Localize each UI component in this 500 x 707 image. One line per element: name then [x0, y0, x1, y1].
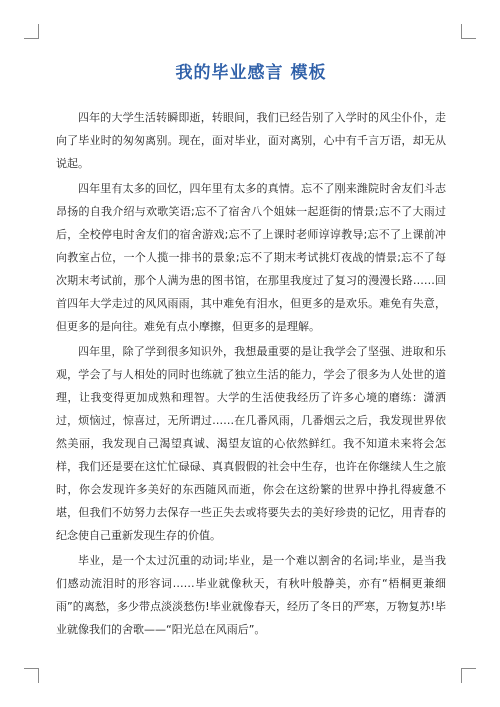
paragraph-3: 四年里，除了学到很多知识外，我想最重要的是让我学会了坚强、进取和乐观，学会了与人相处的同时也练就了独立生活的能力，学会了很多为人处世的道理，让我变得更加成熟和理智。大学的生活使我经历了许多心境的磨练：潇洒过，烦恼过，惊喜过，无所谓过……在几番风雨，几番烟云之后，我发现世界依然美丽，我发现自己渴望真诚、渴望友谊的心依然鲜红。我不知道未来将会怎样，我们还是要在这忙忙碌碌、真真假假的社会中生存，也许在你继续人生之旅时，你会发现许多美好的东西随风而逝，你会在这纷繁的世界中挣扎得疲惫不堪，但我们不妨努力去保存一些正失去或将要失去的美好珍贵的记忆，用青春的纪念使自己重新发现生存的价值。 — [56, 345, 446, 542]
document-title: 我的毕业感言 模板 — [175, 63, 327, 83]
document-page — [56, 62, 446, 643]
paragraph-1: 四年的大学生活转瞬即逝，转眼间，我们已经告别了入学时的风尘仆仆，走向了毕业时的匆匆离别。现在，面对毕业，面对离别，心中有千言万语，却无从说起。 — [56, 111, 446, 170]
page-corner-mark-top-left — [24, 24, 39, 39]
paragraph-2: 四年里有太多的回忆，四年里有太多的真情。忘不了刚来潍院时舍友们斗志昂扬的自我介绍与欢歌笑语;忘不了宿舍八个姐妹一起逛街的情景;忘不了大雨过后，全校停电时舍友们的宿舍游戏;忘不了上课时老师谆谆教导;忘不了上课前冲向教室占位，一个人揽一排书的景象;忘不了期末考试挑灯夜战的情景;忘不了每次期末考试前，那个人满为患的图书馆，在那里我度过了复习的漫漫长路……回首四年大学走过的风风雨雨，其中难免有泪水，但更多的是欢乐。难免有失意，但更多的是向往。难免有点小摩擦，但更多的是理解。 — [56, 182, 446, 333]
page-corner-mark-bottom-right — [461, 668, 476, 683]
page-corner-mark-top-right — [461, 24, 476, 39]
paragraph-4: 毕业，是一个太过沉重的动词;毕业，是一个难以割舍的名词;毕业，是当我们感动流泪时的形容词……毕业就像秋天，有秋叶般静美，亦有“梧桐更兼细雨”的离愁，多少带点淡淡愁伤!毕业就像春天，经历了冬日的严寒，万物复苏!毕业就像我们的舍歌——“阳光总在风雨后”。 — [56, 554, 446, 636]
page-corner-mark-bottom-left — [24, 668, 39, 683]
